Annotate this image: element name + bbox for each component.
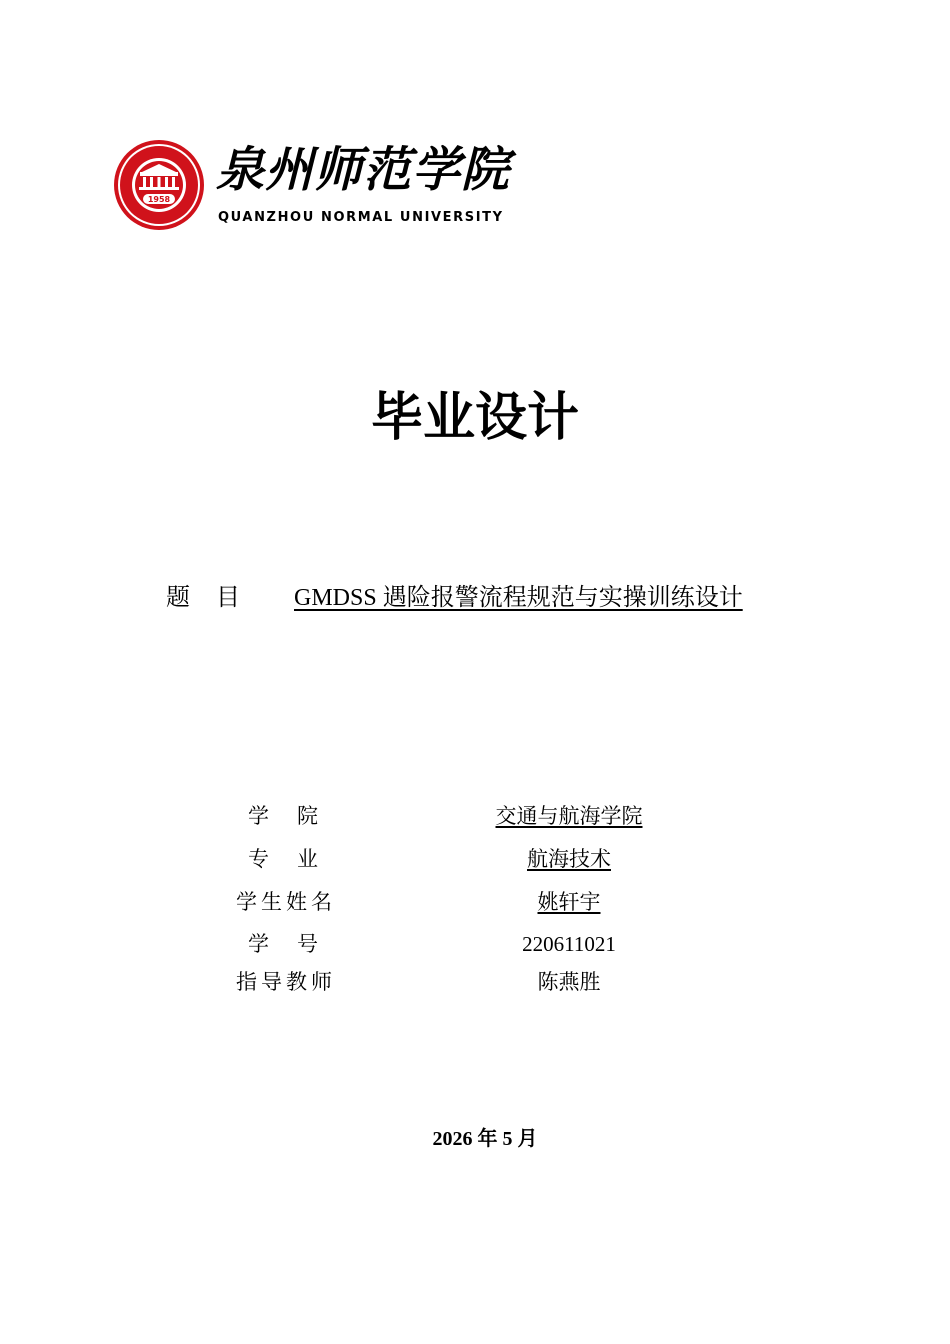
document-title: 毕业设计 (370, 388, 579, 448)
university-seal-icon (112, 138, 206, 232)
info-value: 220611021 (522, 932, 616, 956)
info-value: 陈燕胜 (537, 970, 601, 994)
info-label: 学号 (248, 932, 318, 956)
info-label: 学院 (248, 804, 318, 828)
submission-date: 2026 年 5 月 (432, 1128, 538, 1150)
svg-text:1958: 1958 (147, 195, 171, 204)
info-label: 指导教师 (236, 970, 332, 994)
topic-label: 题目 (166, 583, 266, 611)
topic-value: GMDSS 遇险报警流程规范与实操训练设计 (294, 585, 743, 611)
info-row-student-id (0, 928, 950, 960)
info-row-major (0, 843, 950, 875)
info-value: 交通与航海学院 (495, 804, 643, 828)
info-value: 航海技术 (527, 847, 611, 871)
topic-line (166, 580, 759, 615)
info-label: 专业 (248, 847, 318, 871)
info-row-college (0, 800, 950, 832)
university-name-cn: 泉州师范学院 (216, 142, 511, 198)
info-row-advisor (0, 966, 950, 998)
info-value: 姚轩宇 (537, 890, 601, 914)
info-label: 学生姓名 (236, 890, 332, 914)
info-row-student-name (0, 886, 950, 918)
university-name-en: QUANZHOU NORMAL UNIVERSITY (218, 210, 504, 225)
university-logo (112, 138, 522, 232)
